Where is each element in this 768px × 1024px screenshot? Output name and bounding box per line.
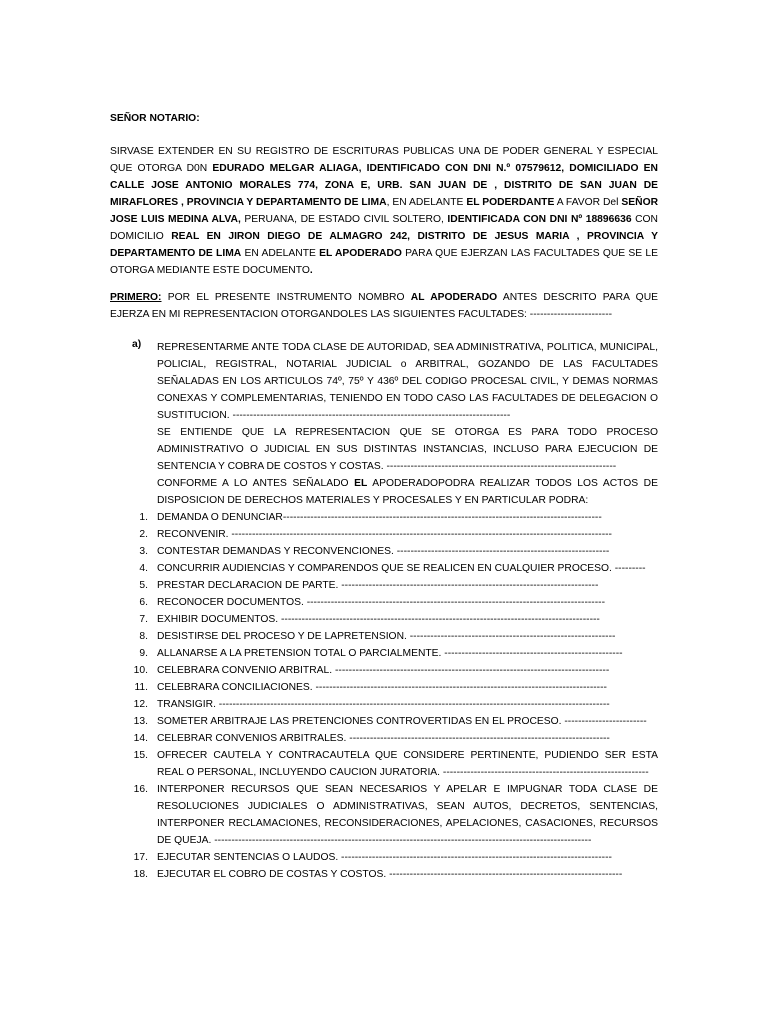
intro-grantor: EDURADO MELGAR ALIAGA, IDENTIFICADO CON DNI N.º 07579612, DOMICILIADO EN CALLE JOSE ANTONIO MORALES 774, ZONA E, URB. SAN JUAN DE , DISTRITO DE SAN JUAN DE MIRAFLORES , PROVINCIA Y DEPARTAMENTO DE LIMA — [110, 163, 658, 208]
list-item-text: CELEBRARA CONCILIACIONES. ------------------------------------------------------------------------------------- — [157, 682, 607, 693]
list-item — [110, 696, 658, 713]
list-item-number: 8. — [139, 631, 148, 642]
list-item-number: 11. — [134, 682, 148, 693]
list-item — [110, 781, 658, 849]
clause-a-label: a) — [132, 339, 142, 350]
list-item-number: 3. — [139, 546, 148, 557]
intro-apoderado: EL APODERADO — [319, 248, 402, 259]
list-item-number: 13. — [133, 716, 148, 727]
list-item-number: 1. — [139, 512, 148, 523]
intro-text-6: EN ADELANTE — [241, 248, 320, 259]
list-item-number: 4. — [139, 563, 148, 574]
primero-paragraph — [110, 289, 658, 323]
clause-a-paragraph-3 — [157, 475, 658, 509]
list-item-text: EJECUTAR SENTENCIAS O LAUDOS. ------------------------------------------------------------------------------- — [157, 852, 612, 863]
list-item-number: 12. — [133, 699, 148, 710]
list-item-number: 15. — [133, 750, 148, 761]
list-item-number: 2. — [139, 529, 148, 540]
clause-a-paragraph-1: REPRESENTARME ANTE TODA CLASE DE AUTORIDAD, SEA ADMINISTRATIVA, POLITICA, MUNICIPAL, POLICIAL, REGISTRAL, NOTARIAL JUDICIAL o ARBITRAL, GOZANDO DE LAS FACULTADES SEÑALADAS EN LOS ARTICULOS 74º, 75º Y 436º DEL CODIGO PROCESAL CIVIL, Y DEMAS NORMAS CONEXAS Y COMPLEMENTARIAS, TENIENDO EN TODO CASO LAS FACULTADES DE DELEGACION O SUSTITUCION. --------------------------------------------------------------------------------- — [157, 342, 658, 421]
clause-a — [110, 339, 658, 509]
intro-paragraph — [110, 143, 658, 279]
list-item-number: 14. — [133, 733, 148, 744]
intro-text-5: CON DOMICILIO — [110, 214, 658, 242]
list-item-text: CELEBRAR CONVENIOS ARBITRALES. ---------------------------------------------------------------------------- — [157, 733, 610, 744]
list-item — [110, 560, 658, 577]
intro-text-7: PARA QUE EJERZAN LAS FACULTADES QUE SE LE OTORGA MEDIANTE ESTE DOCUMENTO — [110, 248, 659, 276]
intro-text-4: PERUANA, DE ESTADO CIVIL SOLTERO, — [240, 214, 448, 225]
intro-attorney-dni: IDENTIFICADA CON DNI Nº 18896636 — [447, 214, 632, 225]
list-item-text: PRESTAR DECLARACION DE PARTE. --------------------------------------------------------------------------- — [157, 580, 599, 591]
intro-period: . — [309, 265, 313, 276]
primero-text-1: POR EL PRESENTE INSTRUMENTO NOMBRO — [161, 292, 411, 303]
list-item — [110, 577, 658, 594]
list-item — [110, 526, 658, 543]
list-item-number: 9. — [139, 648, 148, 659]
intro-attorney-name: SEÑOR JOSE LUIS MEDINA ALVA, — [110, 197, 659, 225]
document-page — [110, 110, 658, 883]
list-item — [110, 679, 658, 696]
list-item-number: 18. — [133, 869, 148, 880]
list-item-number: 6. — [139, 597, 148, 608]
list-item-text: SOMETER ARBITRAJE LAS PRETENCIONES CONTROVERTIDAS EN EL PROCESO. ------------------------ — [157, 716, 647, 727]
list-item-number: 16. — [133, 784, 148, 795]
intro-poderdante: EL PODERDANTE — [466, 197, 555, 208]
list-item-text: CONCURRIR AUDIENCIAS Y COMPARENDOS QUE SE REALICEN EN CUALQUIER PROCESO. --------- — [157, 563, 646, 574]
list-item-number: 5. — [139, 580, 148, 591]
list-item-text: DESISTIRSE DEL PROCESO Y DE LAPRETENSION. ------------------------------------------------------------ — [157, 631, 616, 642]
list-item — [110, 611, 658, 628]
list-item — [110, 662, 658, 679]
list-item — [110, 645, 658, 662]
clause-a-p3-text-2: APODERADOPODRA REALIZAR TODOS LOS ACTOS DE DISPOSICION DE DERECHOS MATERIALES Y PROCESALES Y EN PARTICULAR PODRA: — [157, 478, 658, 506]
list-item — [110, 543, 658, 560]
intro-text-1: SIRVASE EXTENDER EN SU REGISTRO DE ESCRITURAS PUBLICAS UNA DE PODER GENERAL Y ESPECIAL QUE OTORGA D0N — [110, 146, 658, 174]
primero-label: PRIMERO: — [110, 292, 162, 303]
list-item — [110, 713, 658, 730]
clause-a-paragraph-2: SE ENTIENDE QUE LA REPRESENTACION QUE SE OTORGA ES PARA TODO PROCESO ADMINISTRATIVO O JUDICIAL EN SUS DISTINTAS INSTANCIAS, INCLUSO PARA EJECUCION DE SENTENCIA Y COBRA DE COSTOS Y COSTAS. ------------------------------------------------------------------- — [157, 427, 658, 472]
list-item-text: OFRECER CAUTELA Y CONTRACAUTELA QUE CONSIDERE PERTINENTE, PUDIENDO SER ESTA REAL O PERSONAL, INCLUYENDO CAUCION JURATORIA. ------------------------------------------------------------ — [157, 750, 658, 778]
powers-list — [110, 509, 658, 883]
list-item — [110, 509, 658, 526]
list-item-text: CONTESTAR DEMANDAS Y RECONVENCIONES. -------------------------------------------------------------- — [157, 546, 610, 557]
list-item — [110, 747, 658, 781]
intro-attorney-address: REAL EN JIRON DIEGO DE ALMAGRO 242, DISTRITO DE JESUS MARIA , PROVINCIA Y DEPARTAMENTO DE LIMA — [110, 231, 658, 259]
primero-apoderado: AL APODERADO — [410, 292, 498, 303]
list-item-text: RECONVENIR. --------------------------------------------------------------------------------------------------------------- — [157, 529, 612, 540]
list-item — [110, 594, 658, 611]
list-item-number: 17. — [133, 852, 148, 863]
list-item-text: EXHIBIR DOCUMENTOS. --------------------------------------------------------------------------------------------- — [157, 614, 600, 625]
clause-a-p3-bold: EL — [354, 478, 368, 489]
intro-text-3: A FAVOR Del — [554, 197, 622, 208]
list-item — [110, 628, 658, 645]
list-item-text: ALLANARSE A LA PRETENSION TOTAL O PARCIALMENTE. ---------------------------------------------------- — [157, 648, 623, 659]
list-item-text: CELEBRARA CONVENIO ARBITRAL. -------------------------------------------------------------------------------- — [157, 665, 610, 676]
list-item-text: RECONOCER DOCUMENTOS. --------------------------------------------------------------------------------------- — [157, 597, 606, 608]
list-item-number: 7. — [139, 614, 148, 625]
list-item — [110, 849, 658, 866]
list-item-text: DEMANDA O DENUNCIAR--------------------------------------------------------------------------------------------- — [157, 512, 602, 523]
list-item-text: INTERPONER RECURSOS QUE SEAN NECESARIOS Y APELAR E IMPUGNAR TODA CLASE DE RESOLUCIONES JUDICIALES O ADMINISTRATIVAS, SEAN AUTOS, DECRETOS, SENTENCIAS, INTERPONER RECLAMACIONES, RECONSIDERACIONES, APELACIONES, CASACIONES, RECURSOS DE QUEJA. -------------------------------------------------------------------------------------------------------------- — [157, 784, 658, 846]
list-item-text: EJECUTAR EL COBRO DE COSTAS Y COSTOS. -------------------------------------------------------------------- — [157, 869, 623, 880]
document-heading: SEÑOR NOTARIO: — [110, 113, 200, 124]
list-item — [110, 866, 658, 883]
primero-text-2: ANTES DESCRITO PARA QUE EJERZA EN MI REPRESENTACION OTORGANDOLES LAS SIGUIENTES FACULTADES: ------------------------ — [110, 292, 658, 320]
clause-a-p3-text-1: CONFORME A LO ANTES SEÑALADO — [157, 478, 355, 489]
list-item-number: 10. — [133, 665, 148, 676]
list-item-text: TRANSIGIR. ------------------------------------------------------------------------------------------------------------------ — [157, 699, 610, 710]
intro-text-2: , EN ADELANTE — [386, 197, 467, 208]
list-item — [110, 730, 658, 747]
